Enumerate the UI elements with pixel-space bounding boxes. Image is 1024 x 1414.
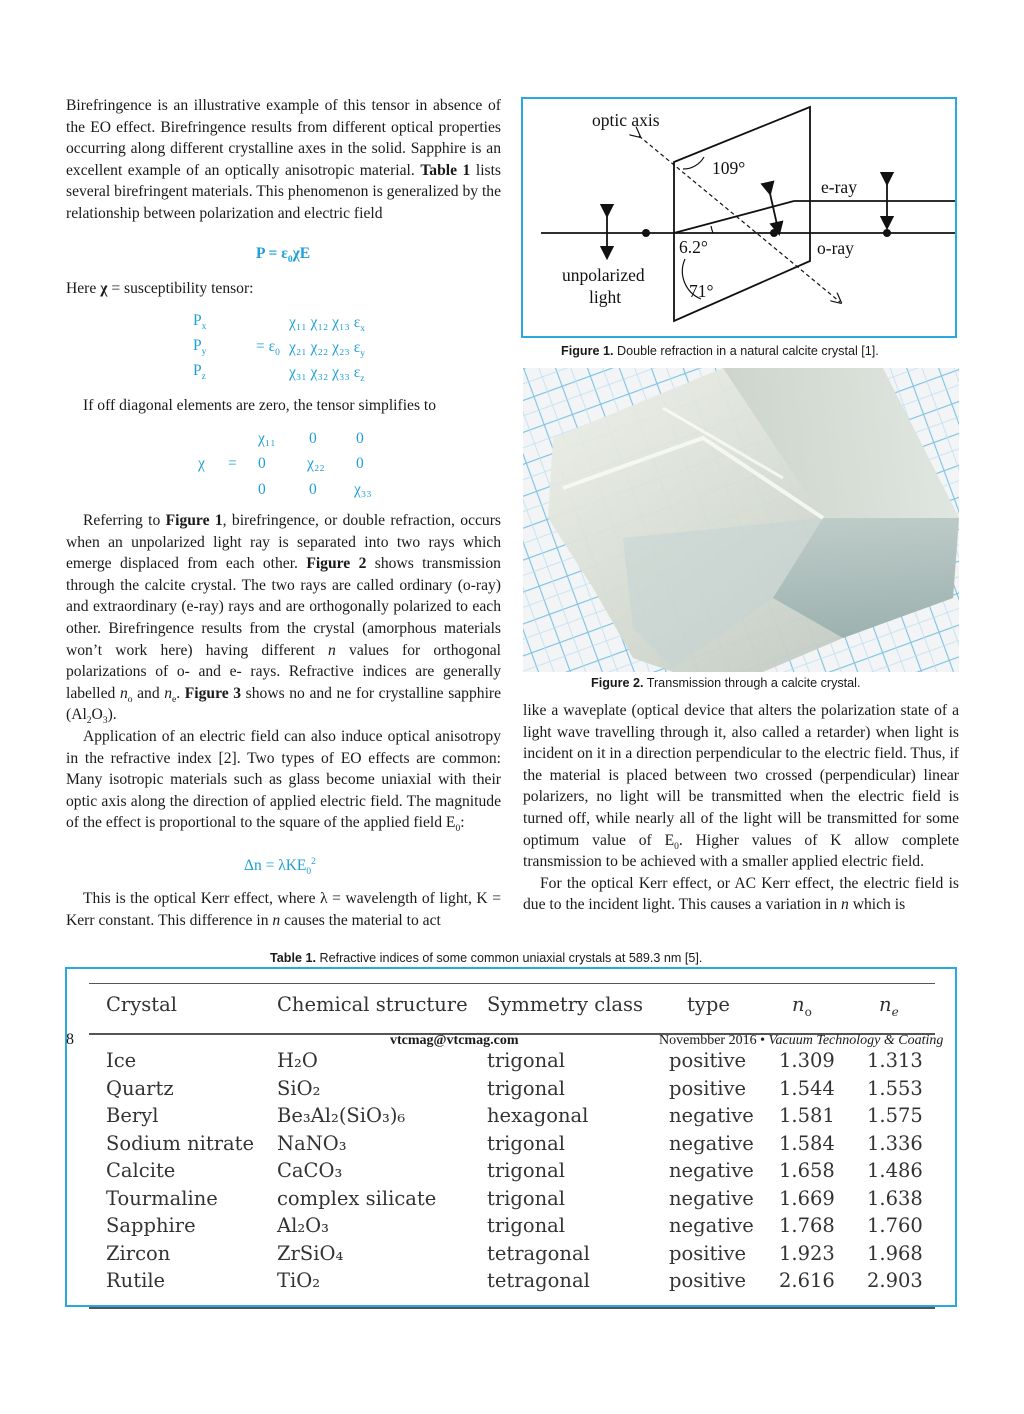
cell-crystal: Sapphire: [106, 1214, 196, 1237]
table-1-caption: Table 1. Refractive indices of some common uniaxial crystals at 589.3 nm [5].: [270, 951, 703, 965]
arc-109: [683, 157, 704, 169]
cell-n-o: 1.923: [779, 1241, 835, 1265]
cell-type: positive: [669, 1269, 747, 1292]
cell-crystal: Beryl: [106, 1104, 159, 1127]
pol-arrow-e-inner: [769, 189, 778, 229]
label-62: 6.2°: [679, 237, 708, 257]
diag-11: χ₁₁: [258, 430, 276, 447]
label-109: 109°: [712, 158, 746, 178]
paragraph-birefringence: Birefringence is an illustrative example of this tensor in absence of the EO effect. Birefringence results from different optical properties occurring along different crystalline axes in the solid. Sapphire is an excellent example of an optically anisotropic material. Table 1 lists several birefringent materials. This phenomenon is generalized by the relationship between polarization and electric field: [66, 97, 501, 222]
cell-chemical-structure: NaNO₃: [277, 1131, 347, 1155]
table-1: [65, 967, 957, 1307]
pol-dot-incident: [642, 229, 650, 237]
left-column-lower: [66, 510, 501, 834]
diag-chi: χ: [198, 455, 205, 472]
paragraph-eo-effects: Application of an electric field can also induce optical anisotropy in the refractive index [2]. Two types of EO effects are common: Many isotropic materials such as glass become uniaxial with their optic axis along the direction of applied electric field. The magnitude of the effect is proportional to the square of the applied field $E_0$:: [66, 727, 501, 835]
cell-chemical-structure: Be₃Al₂(SiO₃)₆: [277, 1104, 406, 1127]
cell-n-o: 1.581: [779, 1104, 835, 1127]
cell-n-o: 1.658: [779, 1159, 835, 1182]
here-chi-line: Here χ = susceptibility tensor:: [66, 280, 254, 297]
diag-31: 0: [258, 481, 266, 498]
cell-crystal: Ice: [106, 1049, 137, 1072]
cell-symmetry-class: trigonal: [487, 1186, 566, 1210]
diag-12: 0: [309, 430, 317, 447]
cell-n-o: 1.768: [779, 1214, 835, 1237]
label-unpolarized: unpolarized: [562, 265, 645, 285]
figure-1-diagram: [523, 99, 955, 336]
cell-symmetry-class: tetragonal: [487, 1241, 590, 1265]
paragraph-waveplate: like a waveplate (optical device that alters the polarization state of a light wave travelling through it, also called a retarder) when light is incident on it in a direction perpendicular to the electric field. Thus, if the material is placed between two crossed (perpendicular) linear polarizers, no light will be transmitted when the electric field is turned off, while nearly all of the light will be transmitted for some optimum value of $E_0$. Higher values of K allow complete transmission to be achieved with a smaller applied electric field.: [523, 702, 959, 871]
label-o-ray: o-ray: [817, 238, 854, 258]
cell-n-e: 1.638: [867, 1186, 923, 1210]
diag-13: 0: [356, 430, 364, 447]
cell-type: negative: [669, 1214, 754, 1237]
cell-type: positive: [669, 1241, 747, 1265]
cell-chemical-structure: TiO₂: [277, 1269, 321, 1292]
footer-email: vtcmag@vtcmag.com: [390, 1033, 519, 1048]
label-71: 71°: [689, 281, 714, 301]
page-number: 8: [66, 1031, 74, 1048]
equation-kerr: Δn = λKE$_0^2$: [244, 856, 316, 878]
cell-n-e: 1.313: [867, 1049, 923, 1072]
cell-symmetry-class: trigonal: [487, 1214, 566, 1237]
cell-symmetry-class: trigonal: [487, 1159, 566, 1182]
paragraph-kerr: This is the optical Kerr effect, where λ = wavelength of light, K = Kerr constant. This difference in n causes the material to act: [66, 890, 501, 929]
cell-crystal: Sodium nitrate: [106, 1131, 255, 1155]
cell-crystal: Tourmaline: [106, 1186, 218, 1210]
diag-32: 0: [309, 481, 317, 498]
cell-chemical-structure: ZrSiO₄: [277, 1241, 344, 1265]
table-bottom-rule: [89, 1307, 935, 1309]
cell-type: positive: [669, 1076, 747, 1100]
matrix-lhs-z: $P_z$: [193, 362, 206, 383]
cell-chemical-structure: SiO₂: [277, 1076, 321, 1100]
cell-type: negative: [669, 1131, 754, 1155]
header-crystal: Crystal: [106, 993, 177, 1016]
right-column: [523, 700, 959, 916]
cell-n-o: 2.616: [779, 1269, 835, 1292]
cell-chemical-structure: CaCO₃: [277, 1159, 343, 1182]
figure-2-calcite-photo: [523, 368, 959, 672]
cell-type: positive: [669, 1049, 747, 1072]
cell-chemical-structure: complex silicate: [277, 1186, 437, 1210]
arc-62: [711, 226, 713, 233]
cell-n-e: 1.336: [867, 1131, 923, 1155]
cell-n-e: 1.486: [867, 1159, 923, 1182]
label-e-ray: e-ray: [821, 177, 857, 197]
footer-issue: Novembber 2016 • Vacuum Technology & Coating: [659, 1033, 944, 1048]
matrix-lhs-y: $P_y$: [193, 337, 207, 358]
cell-n-o: 1.309: [779, 1049, 835, 1072]
diag-22: χ₂₂: [307, 455, 325, 472]
cell-symmetry-class: trigonal: [487, 1049, 566, 1072]
diag-23: 0: [356, 455, 364, 472]
cell-type: negative: [669, 1186, 754, 1210]
paragraph-double-refraction: Referring to Figure 1, birefringence, or double refraction, occurs when an unpolarized light ray is separated into two rays which emerge displaced from each other. Figure 2 shows transmission through the calcite crystal. The two rays are called ordinary (o-ray) and extraordinary (e-ray) rays and are orthogonally polarized to each other. Birefringence results from the crystal (amorphous materials won’t work here) having different n values for orthogonal polarizations of o- and e- rays. Refractive indices are generally labelled $n_o$ and $n_e$. Figure 3 shows no and ne for crystalline sapphire $(Al_2O_3)$.: [66, 512, 502, 727]
cell-n-e: 1.553: [867, 1076, 923, 1100]
label-optic-axis: optic axis: [592, 110, 660, 130]
cell-n-e: 1.575: [867, 1104, 923, 1127]
figure-1-caption: Figure 1. Double refraction in a natural calcite crystal [1].: [561, 344, 879, 358]
cell-n-e: 1.760: [867, 1214, 923, 1237]
matrix-equals: = $\varepsilon_0$: [256, 338, 280, 359]
table-1-body: [89, 983, 935, 1293]
paragraph-ac-kerr: For the optical Kerr effect, or AC Kerr effect, the electric field is due to the incident light. This causes a variation in n which is: [523, 874, 959, 914]
cell-crystal: Rutile: [106, 1269, 166, 1292]
cell-type: negative: [669, 1159, 754, 1182]
cell-crystal: Zircon: [106, 1241, 171, 1265]
cell-n-o: 1.584: [779, 1131, 835, 1155]
matrix-row-3: χ₃₁ χ₃₂ χ₃₃ $\varepsilon_z$: [289, 364, 365, 385]
cell-symmetry-class: trigonal: [487, 1076, 566, 1100]
cell-symmetry-class: trigonal: [487, 1131, 566, 1155]
cell-type: negative: [669, 1104, 754, 1127]
header-symmetry-class: Symmetry class: [487, 993, 644, 1016]
diag-33: χ₃₃: [354, 481, 372, 498]
equation-polarization: $P = \varepsilon_0\chi E$: [256, 245, 311, 266]
table-top-rule: [89, 983, 935, 984]
cell-crystal: Quartz: [106, 1076, 174, 1100]
cell-n-e: 2.903: [867, 1269, 923, 1292]
cell-chemical-structure: H₂O: [277, 1049, 318, 1072]
offdiag-text: If off diagonal elements are zero, the tensor simplifies to: [83, 397, 437, 414]
header-n-o: $n_o$: [792, 993, 812, 1019]
figure-2-caption: Figure 2. Transmission through a calcite crystal.: [591, 676, 861, 690]
diag-equals: =: [228, 455, 237, 472]
pol-dot-o-ray: [883, 229, 891, 237]
figure-1-double-refraction: [521, 97, 957, 338]
cell-n-o: 1.669: [779, 1186, 835, 1210]
pol-dot-o-inner: [770, 229, 778, 237]
matrix-lhs-x: $P_x$: [193, 312, 207, 333]
left-column: [66, 95, 501, 225]
cell-chemical-structure: Al₂O₃: [277, 1214, 329, 1237]
cell-n-e: 1.968: [867, 1241, 923, 1265]
matrix-row-1: χ₁₁ χ₁₂ χ₁₃ $\varepsilon_x$: [289, 314, 365, 335]
diag-21: 0: [258, 455, 266, 472]
header-type: type: [687, 993, 730, 1016]
cell-crystal: Calcite: [106, 1159, 176, 1182]
cell-symmetry-class: hexagonal: [487, 1104, 589, 1127]
label-light: light: [589, 287, 622, 307]
cell-n-o: 1.544: [779, 1076, 835, 1100]
calcite-photo-illustration: [523, 368, 959, 672]
header-chemical-structure: Chemical structure: [277, 993, 468, 1016]
matrix-row-2: χ₂₁ χ₂₂ χ₂₃ $\varepsilon_y$: [289, 339, 365, 360]
cell-symmetry-class: tetragonal: [487, 1269, 590, 1292]
header-n-e: $n_e$: [879, 993, 899, 1019]
